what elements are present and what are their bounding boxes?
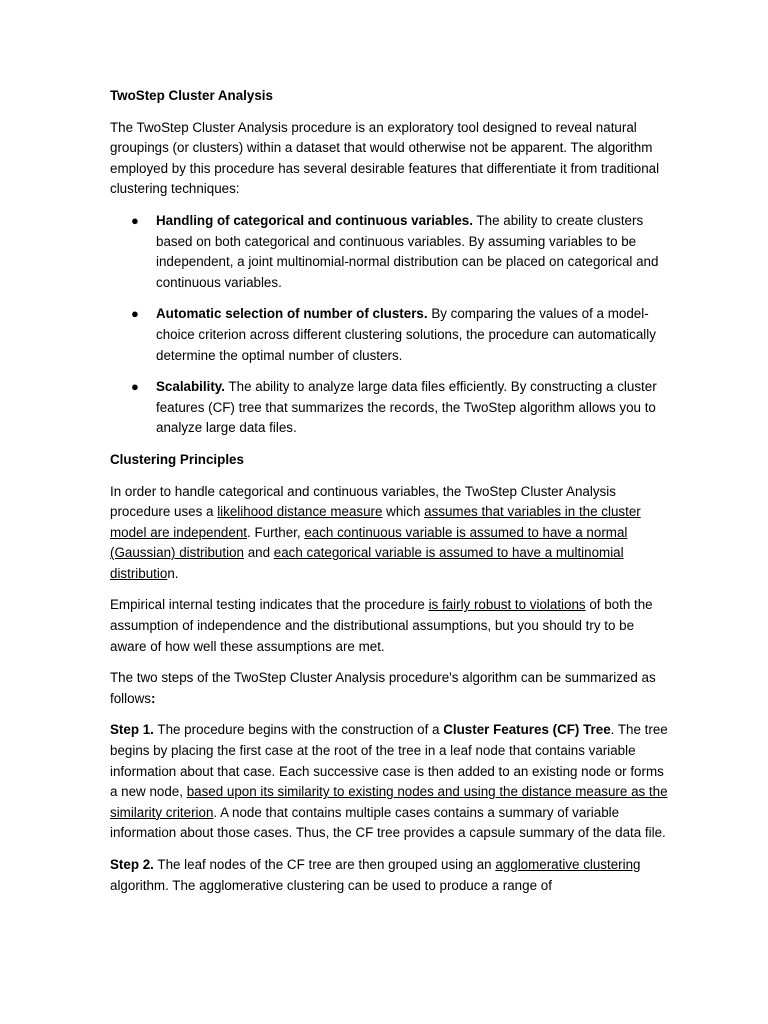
bullet-icon: ●: [131, 379, 139, 395]
feature-list: [110, 211, 670, 439]
text-run: algorithm. The agglomerative clustering can be used to produce a range of: [110, 877, 552, 893]
bullet-bold-lead: Handling of categorical and continuous variables.: [156, 212, 473, 228]
intro-paragraph: The TwoStep Cluster Analysis procedure is an exploratory tool designed to reveal natural groupings (or clusters) within a dataset that would otherwise not be apparent. The algorithm employed by this procedure has several desirable features that differentiate it from traditional clustering techniques:: [110, 119, 660, 197]
text-run: The two steps of the TwoStep Cluster Analysis procedure's algorithm can be summarized as follows: [110, 670, 656, 706]
text-run: The leaf nodes of the CF tree are then grouped using an: [153, 857, 496, 872]
list-item: [110, 304, 670, 366]
text-run: The procedure begins with the construction of a: [153, 722, 444, 738]
underlined-phrase: each categorical variable is assumed to have a multinomial distributio: [110, 545, 624, 581]
text-run: and: [243, 545, 274, 561]
text-run: which: [382, 504, 425, 520]
bullet-icon: ●: [131, 306, 139, 322]
text-run: of both the assumption of independence and the distributional assumptions, but you should try to be aware of how well these assumptions are met.: [110, 597, 653, 654]
underlined-phrase: assumes that variables in the cluster model are independent: [110, 504, 641, 540]
bullet-bold-lead: Scalability.: [156, 379, 225, 395]
list-item: [110, 377, 670, 439]
principles-paragraph: [110, 482, 670, 585]
text-run: . Further,: [247, 524, 305, 540]
text-run: . The tree begins by placing the first case at the root of the tree in a leaf node that contains variable information about that case. Each successive case is then added to an existing node or forms a new node,: [110, 722, 668, 800]
step1-paragraph: [110, 720, 670, 844]
step2-paragraph: [110, 855, 670, 896]
underlined-phrase: is fairly robust to violations: [428, 597, 586, 613]
underlined-phrase: likelihood distance measure: [217, 504, 383, 520]
text-run: Empirical internal testing indicates that the procedure: [110, 597, 429, 613]
step1-label: Step 1.: [110, 722, 154, 738]
bullet-text: By comparing the values of a model-choice criterion across different clustering solutions, the procedure can automatically determine the optimal number of clusters.: [156, 306, 656, 363]
bullet-text: The ability to create clusters based on both categorical and continuous variables. By assuming variables to be independent, a joint multinomial-normal distribution can be placed on categorical and continuous variables.: [156, 212, 659, 290]
list-item: [110, 211, 670, 293]
text-run: . A node that contains multiple cases contains a summary of variable information about those cases. Thus, the CF tree provides a capsule summary of the data file.: [110, 804, 666, 841]
text-run: In order to handle categorical and continuous variables, the TwoStep Cluster Analysis procedure uses a: [110, 483, 616, 520]
underlined-phrase: each continuous variable is assumed to have a normal (Gaussian) distribution: [110, 524, 628, 561]
underlined-phrase: based upon its similarity to existing nodes and using the distance measure as the similarity criterion: [110, 784, 668, 820]
bold-phrase: Cluster Features (CF) Tree: [443, 722, 611, 738]
step2-label: Step 2.: [110, 857, 154, 872]
bold-colon: :: [150, 690, 156, 706]
bullet-icon: ●: [131, 212, 139, 228]
section-heading: Clustering Principles: [110, 451, 244, 467]
bullet-bold-lead: Automatic selection of number of clusters.: [156, 306, 428, 322]
steps-intro-paragraph: [110, 668, 670, 709]
underlined-phrase: agglomerative clustering: [495, 857, 641, 872]
document-title: TwoStep Cluster Analysis: [110, 88, 273, 103]
document-page: [110, 86, 670, 907]
text-run: n.: [167, 565, 179, 581]
bullet-text: The ability to analyze large data files efficiently. By constructing a cluster features (CF) tree that summarizes the records, the TwoStep algorithm allows you to analyze large data files.: [156, 379, 657, 436]
testing-paragraph: [110, 595, 670, 657]
